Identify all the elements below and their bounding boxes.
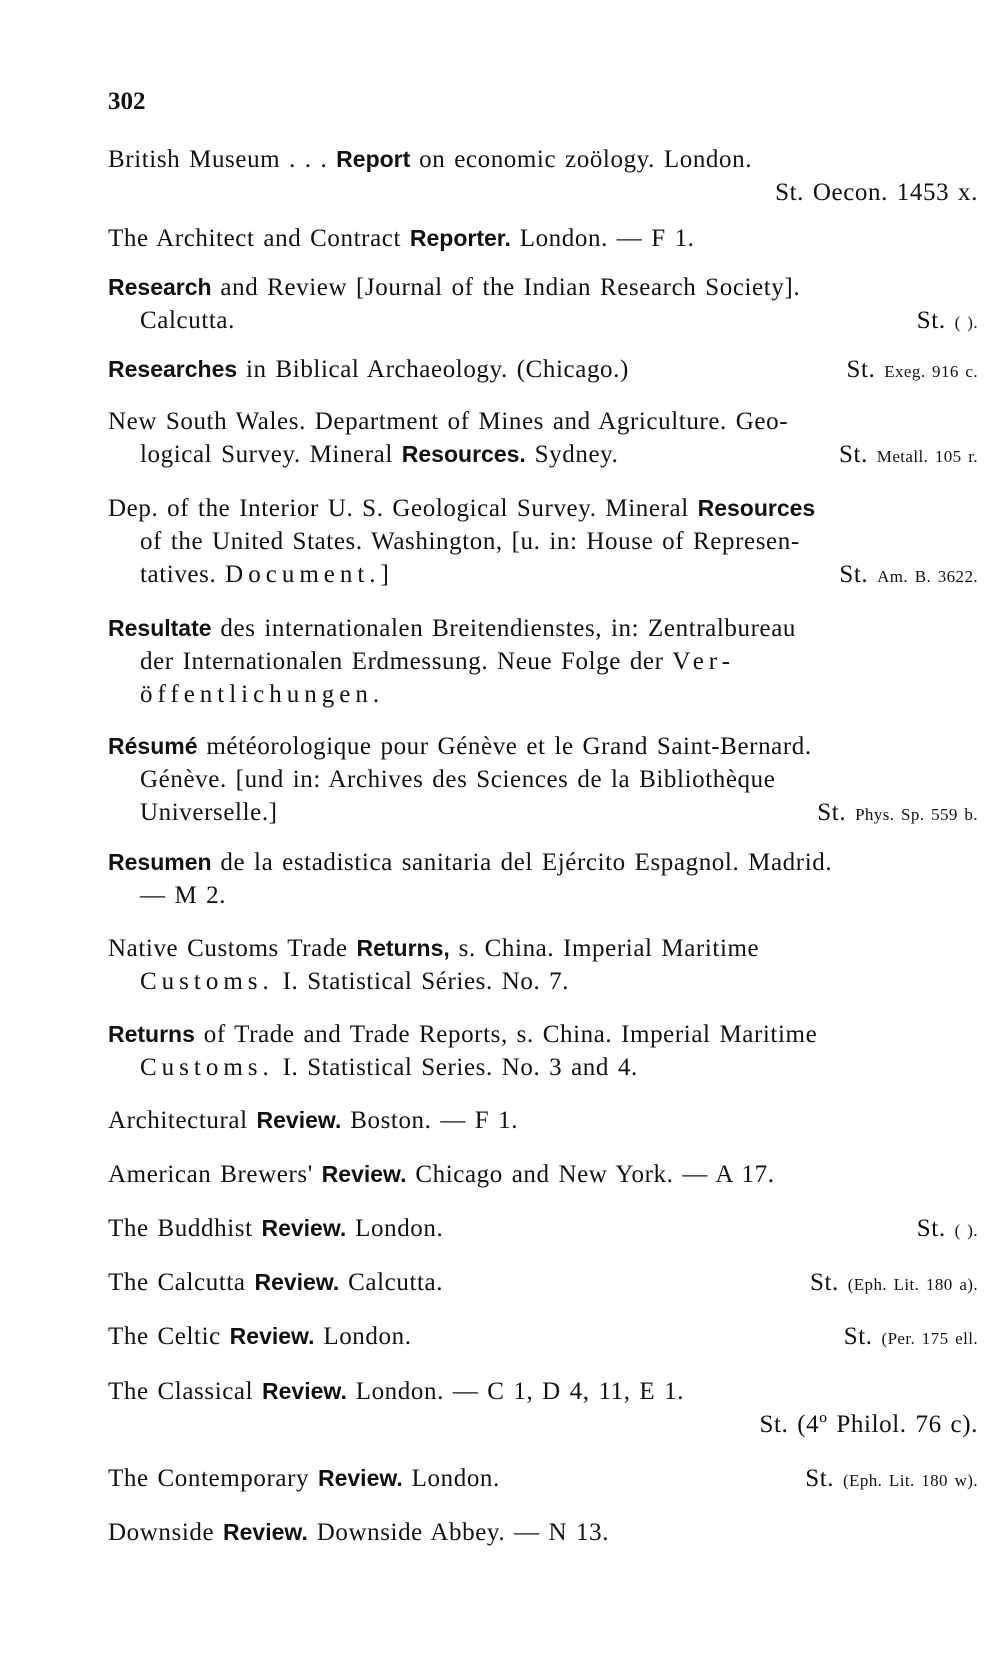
catalog-entry: [108, 1104, 978, 1137]
catalog-entry: [108, 1516, 978, 1549]
entry-line: [108, 1051, 978, 1084]
entry-line: [108, 143, 978, 176]
entry-line: [108, 1212, 978, 1245]
entry-line: [108, 222, 978, 255]
entry-line: [108, 1018, 978, 1051]
entry-text: Universelle.]: [140, 799, 278, 826]
entry-line: [108, 438, 978, 471]
catalog-entry: [108, 1375, 978, 1441]
entry-line: [108, 796, 978, 829]
entry-text: of the United States. Washington, [u. in: House of Represen-: [140, 528, 800, 555]
shelfmark-code: ( ).: [954, 313, 978, 332]
shelfmark-prefix: St.: [846, 356, 876, 383]
page-number: 302: [108, 88, 146, 115]
shelfmark-code: (Per. 175 ell.: [881, 1329, 978, 1348]
shelfmark-prefix: St.: [817, 799, 847, 826]
entry-keyword: Resumen: [108, 849, 212, 875]
catalog-entry: [108, 143, 978, 209]
entry-line: [108, 525, 978, 558]
catalog-entry: [108, 1158, 978, 1191]
catalog-entry: [108, 730, 978, 829]
entry-text: I. Statistical Series. No. 3 and 4.: [273, 1054, 638, 1081]
entry-keyword: Review.: [261, 1215, 347, 1241]
entry-text: in Biblical Archaeology. (Chicago.): [237, 356, 629, 383]
shelfmark: [846, 353, 978, 388]
shelfmark-code: Oecon. 1453 x.: [812, 179, 978, 206]
catalog-entry: [108, 846, 978, 912]
entry-line: [108, 879, 978, 912]
entry-keyword: Review.: [229, 1323, 315, 1349]
entry-line: [108, 763, 978, 796]
entry-text: Calcutta.: [339, 1269, 444, 1296]
shelfmark-code: Phys. Sp. 559 b.: [855, 805, 978, 824]
shelfmark: [839, 438, 978, 473]
entry-keyword: Resultate: [108, 615, 212, 641]
entry-keyword: Review.: [321, 1161, 407, 1187]
catalog-entry: [108, 1462, 978, 1495]
catalog-entry: [108, 405, 978, 471]
entry-text: Architectural: [108, 1107, 257, 1134]
entry-line: [108, 1104, 978, 1137]
shelfmark-code: Exeg. 916 c.: [884, 362, 978, 381]
entry-keyword: Research: [108, 274, 212, 300]
entry-line: [108, 678, 978, 711]
entry-text: Chicago and New York. — A 17.: [406, 1161, 775, 1188]
entry-line: [108, 846, 978, 879]
shelfmark: [844, 1320, 978, 1355]
entry-text: London.: [346, 1215, 444, 1242]
shelfmark-code: Metall. 105 r.: [876, 447, 978, 466]
shelfmark: [817, 796, 978, 831]
entry-line: [108, 1320, 978, 1353]
shelfmark: [917, 1212, 978, 1247]
shelfmark-prefix: St.: [809, 1269, 839, 1296]
catalog-entry: [108, 1320, 978, 1353]
entry-keyword: Resources.: [401, 441, 526, 467]
catalog-entry: [108, 1266, 978, 1299]
catalog-entry: [108, 353, 978, 386]
entry-line: [108, 492, 978, 525]
entry-text: Customs.: [140, 968, 274, 995]
shelfmark-prefix: St.: [916, 307, 946, 334]
entry-text: The Celtic: [108, 1323, 230, 1350]
entry-keyword: Résumé: [108, 733, 198, 759]
entry-text: London.: [402, 1465, 500, 1492]
entry-line: [108, 645, 978, 678]
shelfmark-prefix: St.: [843, 1323, 873, 1350]
entry-line: [108, 1266, 978, 1299]
entry-text: London. — C 1, D 4, 11, E 1.: [346, 1378, 685, 1405]
entry-keyword: Review.: [256, 1107, 342, 1133]
entry-text: tatives.: [140, 561, 217, 588]
entry-text: London.: [314, 1323, 412, 1350]
entry-text: der Internationalen Erdmessung. Neue Folge der: [140, 648, 664, 675]
entry-line: [108, 1462, 978, 1495]
shelfmark-code: (4º Philol. 76 c).: [797, 1411, 978, 1438]
entry-line: [108, 271, 978, 304]
entry-text: I. Statistical Séries. No. 7.: [273, 968, 570, 995]
entry-text: Downside: [108, 1519, 224, 1546]
catalog-entry: [108, 271, 978, 337]
entry-text: The Contemporary: [108, 1465, 318, 1492]
entry-text: météorologique pour Génève et le Grand Saint-Bernard.: [197, 733, 812, 760]
shelfmark: [108, 1408, 978, 1441]
entry-text: öffentlichungen.: [140, 681, 385, 708]
shelfmark: [810, 1266, 978, 1301]
entry-keyword: Review.: [262, 1378, 347, 1404]
entry-line: [108, 1375, 978, 1408]
entry-text: Calcutta.: [140, 307, 235, 334]
entry-keyword: Report: [336, 146, 411, 172]
shelfmark-prefix: St.: [916, 1215, 946, 1242]
entry-line: [108, 405, 978, 438]
entry-line: [108, 1516, 978, 1549]
catalog-entry: [108, 1018, 978, 1084]
entry-text: Boston. — F 1.: [341, 1107, 519, 1134]
entry-text: The Buddhist: [108, 1215, 262, 1242]
shelfmark-prefix: St.: [775, 179, 804, 206]
shelfmark: [917, 304, 978, 339]
entry-line: [108, 304, 978, 337]
shelfmark-prefix: St.: [839, 441, 868, 468]
catalog-entry: [108, 222, 978, 255]
catalog-entry: [108, 1212, 978, 1245]
entry-line: [108, 730, 978, 763]
entry-text: London. — F 1.: [510, 225, 695, 252]
entry-line: [108, 965, 978, 998]
shelfmark-prefix: St.: [759, 1411, 789, 1438]
entry-text: The Classical: [108, 1378, 263, 1405]
shelfmark: [805, 1462, 978, 1497]
shelfmark-code: (Eph. Lit. 180 w).: [842, 1471, 978, 1490]
entry-keyword: Researches: [108, 356, 238, 382]
entry-line: [108, 558, 978, 591]
entry-text: Génève. [und in: Archives des Sciences de la Bibliothèque: [140, 766, 776, 793]
entry-text: logical Survey. Mineral: [140, 441, 402, 468]
entry-text: The Architect and Contract: [108, 225, 410, 252]
entry-text: on economic zoölogy. London.: [410, 146, 753, 173]
entry-keyword: Review.: [223, 1519, 308, 1545]
entry-text: New South Wales. Department of Mines and Agriculture. Geo-: [108, 408, 789, 435]
entry-text: Dep. of the Interior U. S. Geological Survey. Mineral: [108, 495, 698, 522]
catalog-entry: [108, 612, 978, 711]
entry-text: Downside Abbey. — N 13.: [307, 1519, 610, 1546]
entry-text: Document.]: [225, 561, 394, 588]
shelfmark: [839, 558, 978, 593]
entry-text: Native Customs Trade: [108, 935, 357, 962]
entry-keyword: Review.: [317, 1465, 403, 1491]
entry-text: — M 2.: [140, 882, 227, 909]
entry-keyword: Reporter.: [409, 225, 511, 251]
catalog-entry: [108, 932, 978, 998]
entry-keyword: Review.: [254, 1269, 340, 1295]
shelfmark-code: ( ).: [954, 1221, 978, 1240]
entry-keyword: Resources: [697, 495, 816, 521]
entry-line: [108, 932, 978, 965]
entry-text: The Calcutta: [108, 1269, 255, 1296]
entry-text: Customs.: [140, 1054, 274, 1081]
entry-text: of Trade and Trade Reports, s. China. Imperial Maritime: [194, 1021, 818, 1048]
entry-line: [108, 353, 978, 386]
entry-text: Sydney.: [525, 441, 619, 468]
catalog-entry: [108, 492, 978, 591]
shelfmark: [108, 176, 978, 209]
shelfmark-prefix: St.: [839, 561, 869, 588]
entry-text: American Brewers': [108, 1161, 322, 1188]
entry-text: Ver-: [672, 648, 735, 675]
entry-line: [108, 612, 978, 645]
shelfmark-code: (Eph. Lit. 180 a).: [847, 1275, 978, 1294]
entry-text: de la estadistica sanitaria del Ejército Espagnol. Madrid.: [211, 849, 833, 876]
entry-keyword: Returns,: [356, 935, 450, 961]
entry-keyword: Returns: [108, 1021, 195, 1047]
entry-text: s. China. Imperial Maritime: [449, 935, 760, 962]
entry-text: and Review [Journal of the Indian Research Society].: [211, 274, 801, 301]
shelfmark-code: Am. B. 3622.: [877, 567, 978, 586]
shelfmark-prefix: St.: [805, 1465, 835, 1492]
entry-line: [108, 1158, 978, 1191]
entry-text: des internationalen Breitendienstes, in: Zentralbureau: [211, 615, 797, 642]
entry-text: British Museum . . .: [108, 146, 337, 173]
